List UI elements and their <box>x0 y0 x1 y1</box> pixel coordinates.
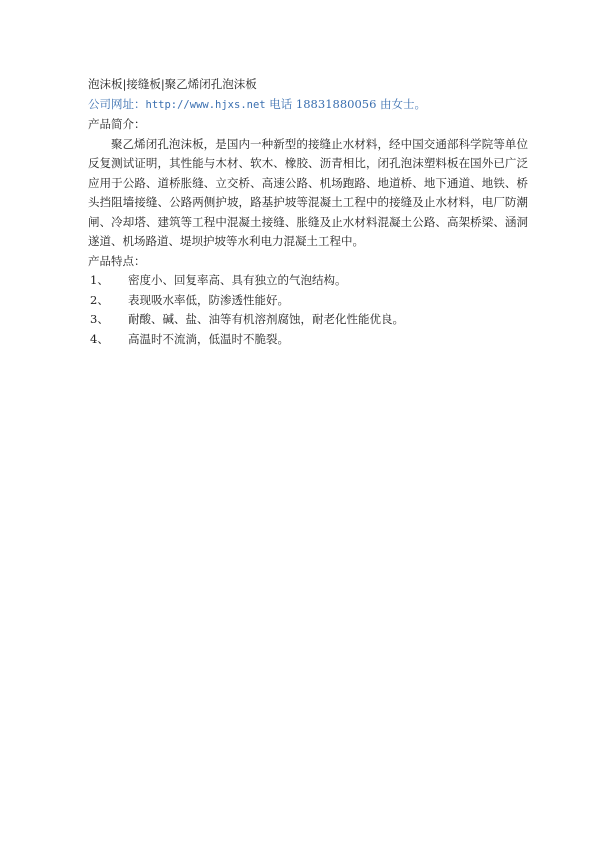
list-item <box>88 310 528 330</box>
list-item-number: 3、 <box>90 312 109 326</box>
contact-line <box>88 95 528 116</box>
list-item-number: 4、 <box>90 331 109 346</box>
company-url-link[interactable]: http://www.hjxs.net <box>145 98 266 111</box>
features-list <box>88 271 528 349</box>
document-title: 泡沫板|接缝板|聚乙烯闭孔泡沫板 <box>88 77 257 91</box>
list-item <box>88 330 528 350</box>
list-item-number: 1、 <box>90 273 109 287</box>
contact-phone: 电话 18831880056 由女士。 <box>269 96 427 111</box>
intro-heading: 产品简介： <box>88 117 146 131</box>
list-item <box>88 291 528 311</box>
document-body <box>88 75 528 349</box>
features-heading: 产品特点： <box>88 253 146 268</box>
contact-label: 公司网址： <box>88 96 146 111</box>
list-item <box>88 271 528 291</box>
list-item-text: 耐酸、碱、盐、油等有机溶剂腐蚀，耐老化性能优良。 <box>128 312 404 326</box>
intro-paragraph: 聚乙烯闭孔泡沫板，是国内一种新型的接缝止水材料，经中国交通部科学院等单位反复测试证明，其性能与木材、软木、橡胶、沥青相比，闭孔泡沫塑料板在国外已广泛应用于公路、道桥胀缝、立交桥、高速公路、机场跑路、地道桥、地下通道、地铁、桥头挡阻墙接缝、公路两侧护坡，路基护坡等混凝土工程中的接缝及止水材料，电厂防潮闸、冷却塔、建筑等工程中混凝土接缝、胀缝及止水材料混凝土公路、高架桥梁、涵洞遂道、机场路道、堤坝护坡等水利电力混凝土工程中。 <box>88 136 528 248</box>
list-item-text: 密度小、回复率高、具有独立的气泡结构。 <box>128 273 347 287</box>
list-item-text: 表现吸水率低，防渗透性能好。 <box>128 292 289 307</box>
list-item-text: 高温时不流淌，低温时不脆裂。 <box>128 331 289 346</box>
list-item-number: 2、 <box>90 292 109 307</box>
